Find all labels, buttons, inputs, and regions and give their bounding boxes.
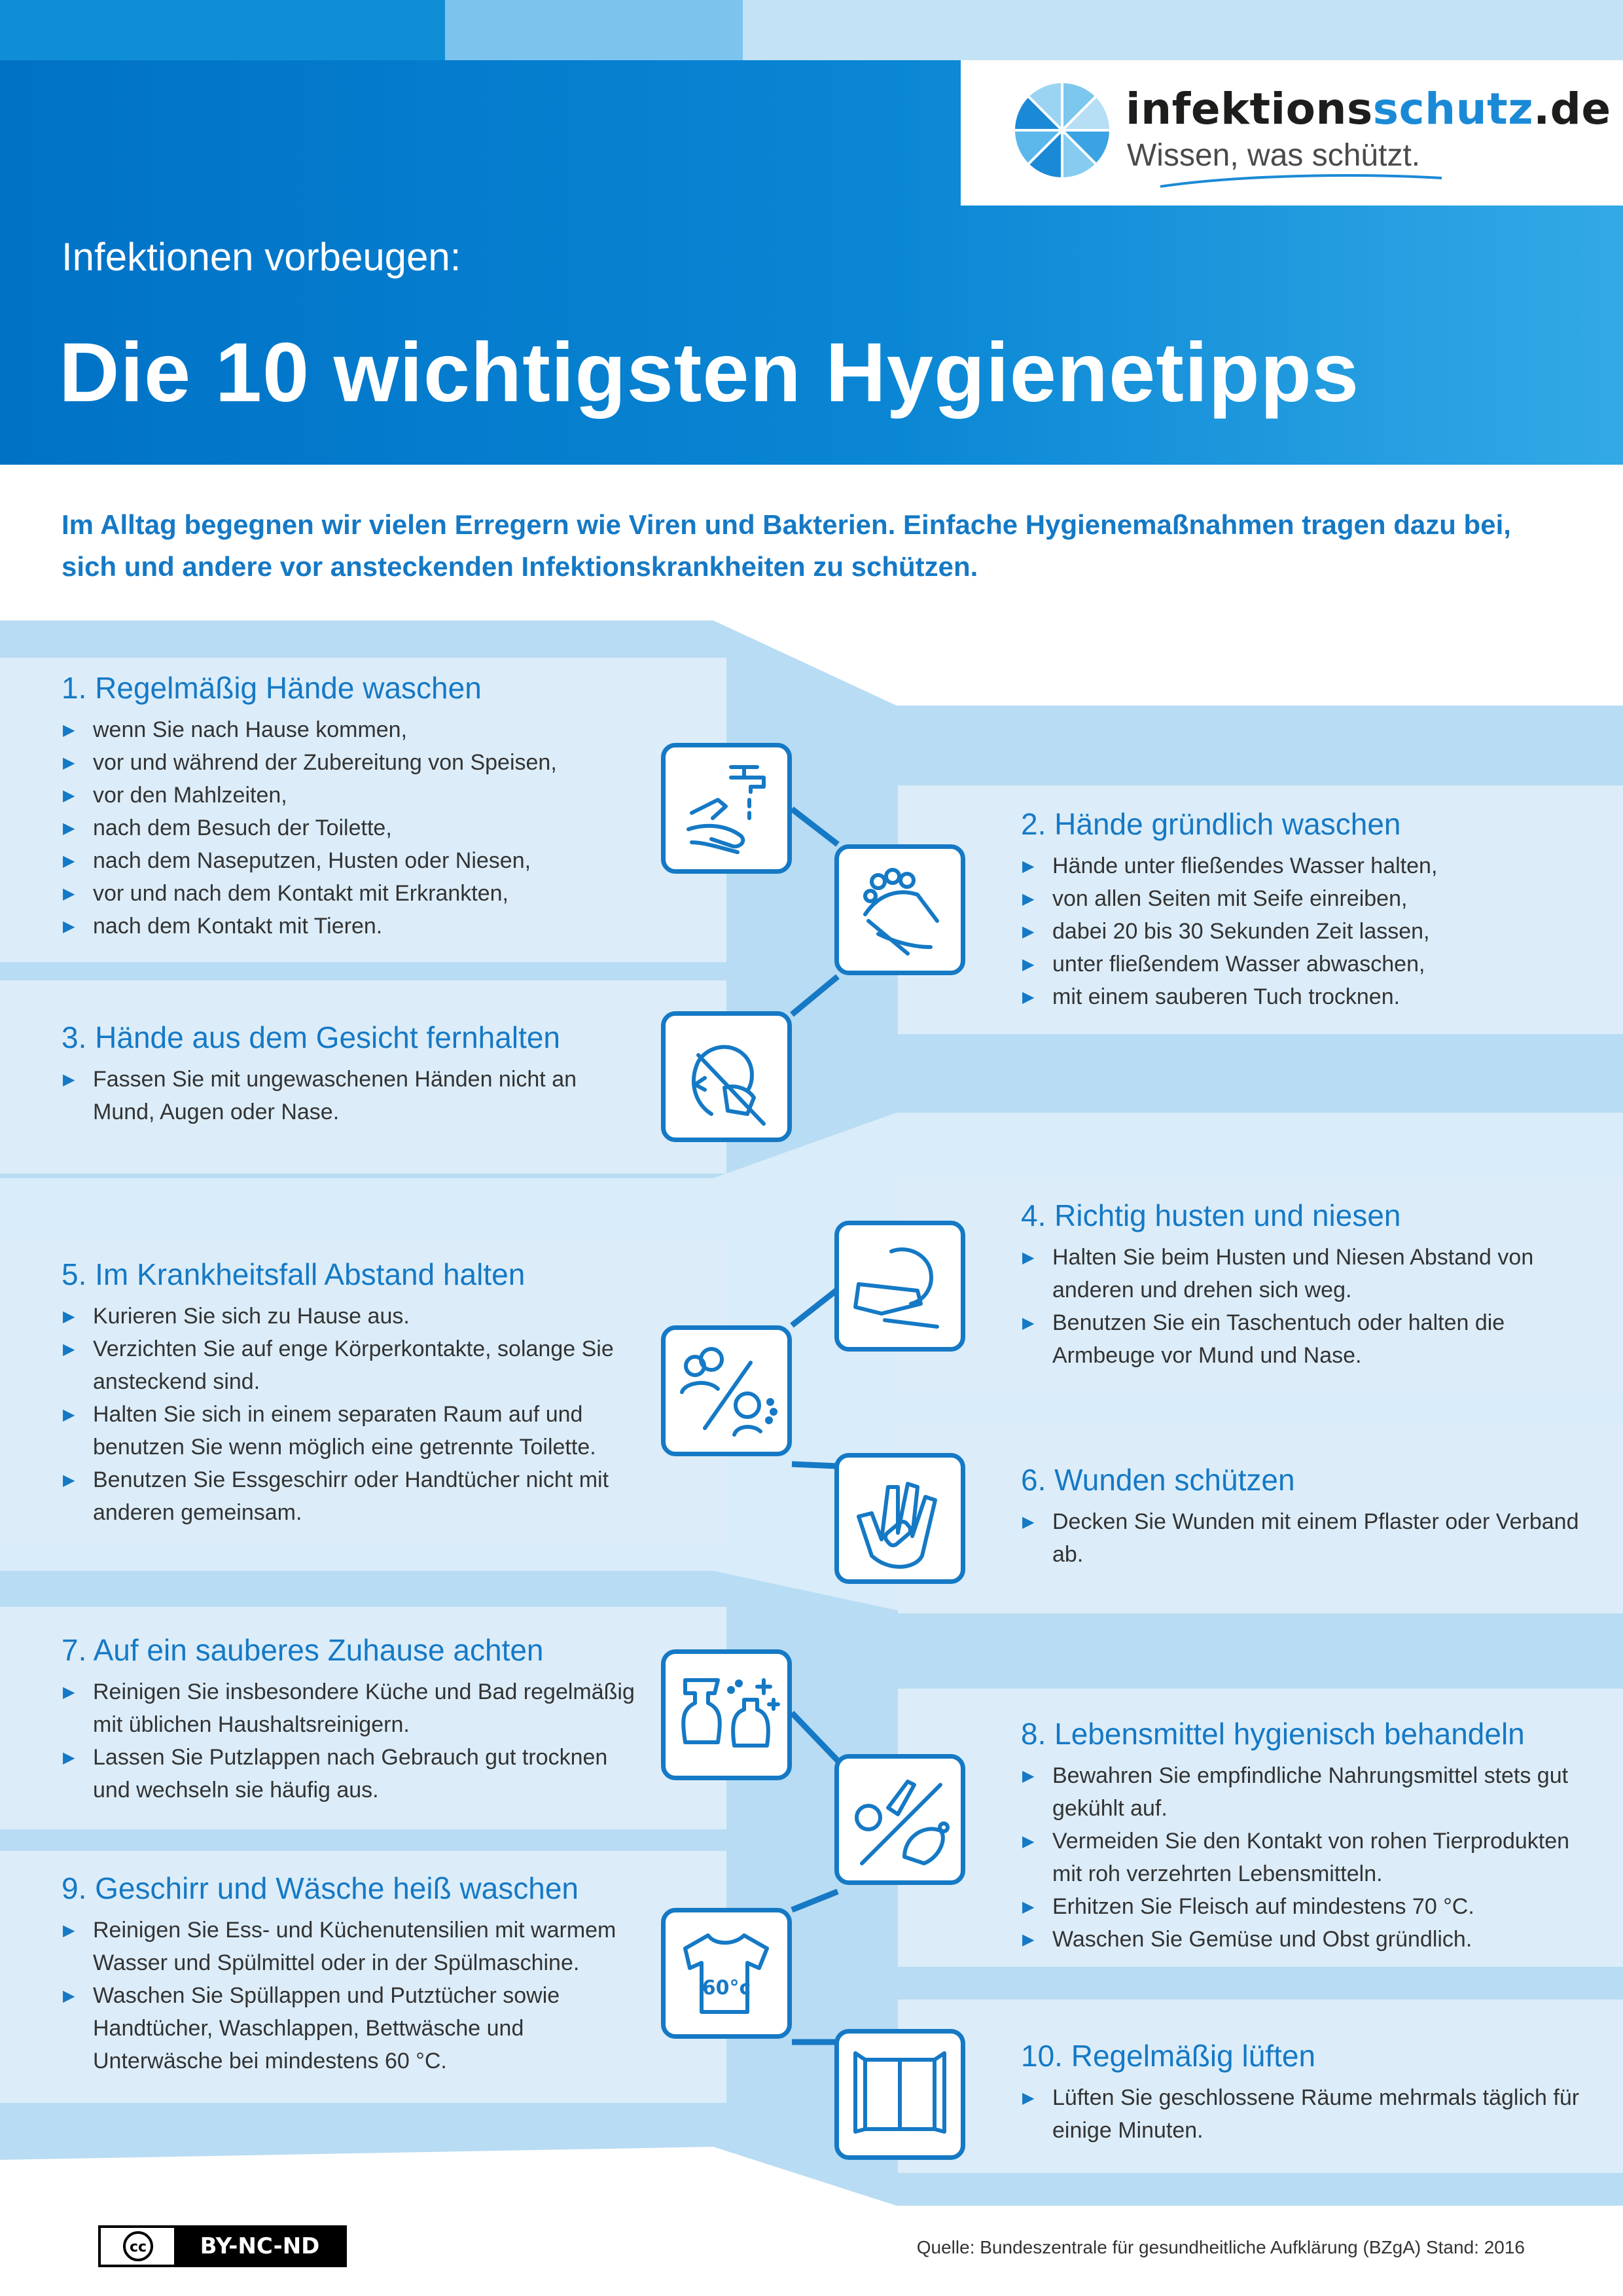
tip-7 [62, 1631, 637, 1806]
tip-6-list [1021, 1505, 1597, 1571]
cc-icon [105, 2231, 171, 2262]
list-item: ▶ Halten Sie sich in einem separaten Raum auf und benutzen Sie wenn möglich eine getrennte Toilette. [62, 1398, 637, 1463]
list-item: ▶ vor und während der Zubereitung von Speisen, [62, 746, 716, 779]
cleaning-spray-icon [661, 1649, 792, 1780]
hand-washing-icon [661, 743, 792, 874]
list-item: ▶ Fassen Sie mit ungewaschenen Händen nicht an Mund, Augen oder Nase. [62, 1063, 637, 1128]
list-item: ▶ Hände unter fließendes Wasser halten, [1021, 850, 1597, 882]
intro-text: Im Alltag begegnen wir vielen Erregern wie Viren und Bakterien. Einfache Hygienemaßnahmen tragen dazu bei, sich und andere vor ansteckenden Infektionskrankheiten zu schützen. [62, 509, 1511, 582]
list-item: ▶ Halten Sie beim Husten und Niesen Abstand von anderen und drehen sich weg. [1021, 1241, 1597, 1306]
open-window-icon [834, 2029, 965, 2160]
bandaged-hand-icon [834, 1453, 965, 1584]
laundry-60c-icon [661, 1908, 792, 2039]
header-kicker: Infektionen vorbeugen: [62, 235, 461, 279]
list-item: ▶ dabei 20 bis 30 Sekunden Zeit lassen, [1021, 915, 1597, 948]
laundry-temp-label: 60°c [702, 1977, 751, 2000]
tip-9-title: 9. Geschirr und Wäsche heiß waschen [62, 1871, 579, 1905]
tip-9 [62, 1869, 637, 2077]
list-item: ▶ unter fließendem Wasser abwaschen, [1021, 948, 1597, 980]
tip-4-list [1021, 1241, 1597, 1372]
tip-4 [1021, 1196, 1597, 1372]
list-item: ▶ vor und nach dem Kontakt mit Erkrankten, [62, 877, 716, 910]
tip-4-title: 4. Richtig husten und niesen [1021, 1198, 1401, 1232]
list-item: ▶ Reinigen Sie Ess- und Küchenutensilien mit warmem Wasser und Spülmittel oder in der Spülmaschine. [62, 1914, 637, 1979]
list-item: ▶ nach dem Besuch der Toilette, [62, 812, 716, 844]
cc-symbol-text: cc [129, 2239, 147, 2255]
list-item: ▶ Vermeiden Sie den Kontakt von rohen Tierprodukten mit roh verzehrten Lebensmitteln. [1021, 1825, 1597, 1890]
food-separation-icon [834, 1754, 965, 1885]
tip-3 [62, 1018, 637, 1128]
tip-10-list [1021, 2081, 1597, 2147]
license-label: BY-NC-ND [174, 2228, 346, 2265]
list-item: ▶ Reinigen Sie insbesondere Küche und Bad regelmäßig mit üblichen Haushaltsreinigern. [62, 1676, 637, 1741]
list-item: ▶ wenn Sie nach Hause kommen, [62, 713, 716, 746]
cough-into-elbow-icon [834, 1221, 965, 1352]
tip-2 [1021, 805, 1597, 1013]
tip-3-title: 3. Hände aus dem Gesicht fernhalten [62, 1020, 561, 1054]
tip-1-list [62, 713, 716, 942]
source-note: Quelle: Bundeszentrale für gesundheitliche Aufklärung (BZgA) Stand: 2016 [916, 2237, 1525, 2257]
tip-10-title: 10. Regelmäßig lüften [1021, 2039, 1316, 2073]
list-item: ▶ mit einem sauberen Tuch trocknen. [1021, 980, 1597, 1013]
tip-7-title: 7. Auf ein sauberes Zuhause achten [62, 1633, 544, 1667]
tip-3-list [62, 1063, 637, 1128]
tip-10 [1021, 2037, 1597, 2147]
soaping-hands-icon [834, 844, 965, 975]
list-item: ▶ nach dem Naseputzen, Husten oder Niesen, [62, 844, 716, 877]
tip-8-title: 8. Lebensmittel hygienisch behandeln [1021, 1717, 1525, 1751]
tip-5-list [62, 1300, 637, 1529]
tip-6 [1021, 1461, 1597, 1571]
list-item: ▶ Waschen Sie Spüllappen und Putztücher sowie Handtücher, Waschlappen, Bettwäsche und Unterwäsche bei mindestens 60 °C. [62, 1979, 637, 2077]
list-item: ▶ Lassen Sie Putzlappen nach Gebrauch gut trocknen und wechseln sie häufig aus. [62, 1741, 637, 1806]
list-item: ▶ Lüften Sie geschlossene Räume mehrmals täglich für einige Minuten. [1021, 2081, 1597, 2147]
brand-slogan: Wissen, was schützt. [1127, 138, 1421, 173]
license-badge [98, 2225, 347, 2267]
no-face-touching-icon [661, 1011, 792, 1142]
list-item: ▶ Benutzen Sie Essgeschirr oder Handtücher nicht mit anderen gemeinsam. [62, 1463, 637, 1529]
tip-6-title: 6. Wunden schützen [1021, 1463, 1295, 1497]
list-item: ▶ nach dem Kontakt mit Tieren. [62, 910, 716, 942]
tip-5-title: 5. Im Krankheitsfall Abstand halten [62, 1257, 526, 1291]
tip-2-list [1021, 850, 1597, 1013]
brand-wordmark: infektionsschutz.de [1126, 84, 1611, 134]
tip-8 [1021, 1715, 1597, 1956]
keep-distance-icon [661, 1325, 792, 1456]
list-item: ▶ Decken Sie Wunden mit einem Pflaster oder Verband ab. [1021, 1505, 1597, 1571]
tip-2-title: 2. Hände gründlich waschen [1021, 807, 1401, 841]
tip-7-list [62, 1676, 637, 1806]
list-item: ▶ Bewahren Sie empfindliche Nahrungsmittel stets gut gekühlt auf. [1021, 1759, 1597, 1825]
list-item: ▶ Waschen Sie Gemüse und Obst gründlich. [1021, 1923, 1597, 1956]
page-title: Die 10 wichtigsten Hygienetipps [59, 326, 1359, 420]
list-item: ▶ Erhitzen Sie Fleisch auf mindestens 70 °C. [1021, 1890, 1597, 1923]
tip-9-list [62, 1914, 637, 2077]
list-item: ▶ Verzichten Sie auf enge Körperkontakte, solange Sie ansteckend sind. [62, 1333, 637, 1398]
list-item: ▶ von allen Seiten mit Seife einreiben, [1021, 882, 1597, 915]
tip-5 [62, 1255, 637, 1529]
tip-8-list [1021, 1759, 1597, 1956]
tip-1-title: 1. Regelmäßig Hände waschen [62, 671, 482, 705]
list-item: ▶ vor den Mahlzeiten, [62, 779, 716, 812]
list-item: ▶ Kurieren Sie sich zu Hause aus. [62, 1300, 637, 1333]
tip-1 [62, 669, 716, 942]
list-item: ▶ Benutzen Sie ein Taschentuch oder halten die Armbeuge vor Mund und Nase. [1021, 1306, 1597, 1372]
